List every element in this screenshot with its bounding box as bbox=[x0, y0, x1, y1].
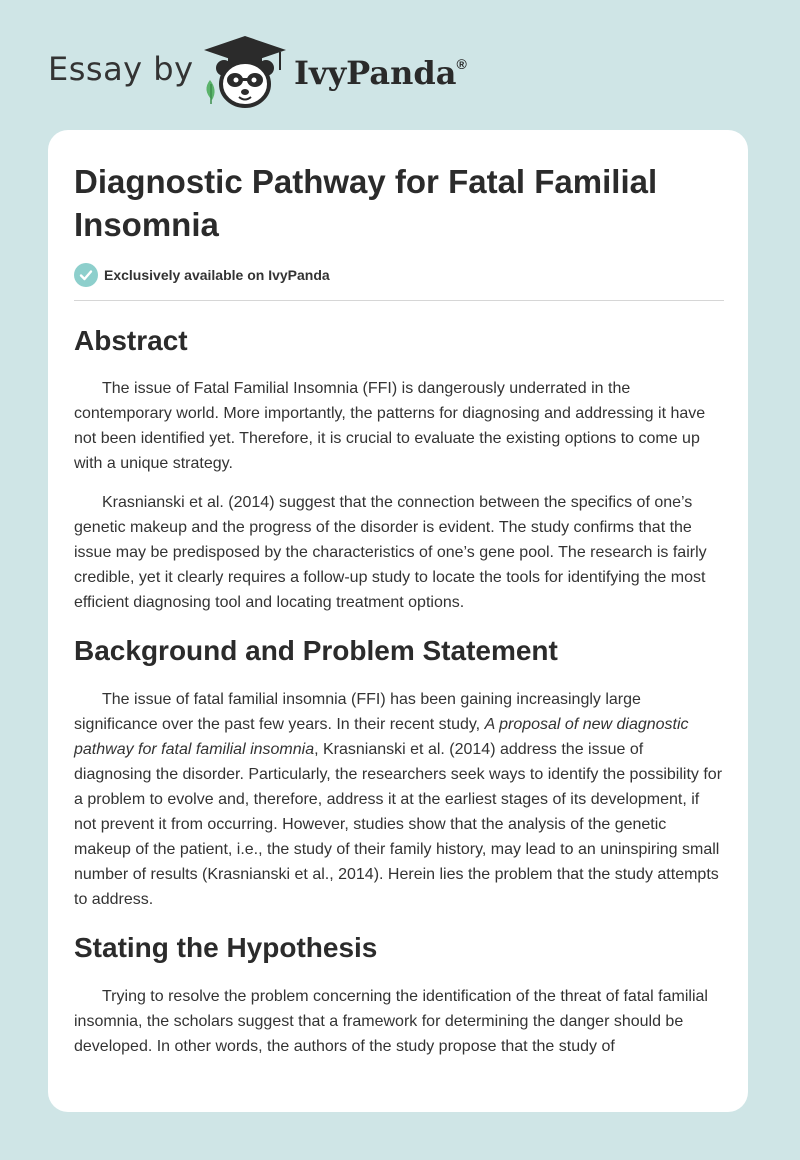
paragraph: The issue of fatal familial insomnia (FFI) has been gaining increasingly large significance over the past few years. In their recent study, A proposal of new diagnostic pathway for fatal familial insomnia, Krasnianski et al. (2014) address the issue of diagnosing the disorder. Particularly, the researchers seek ways to identify the possibility for a problem to evolve and, therefore, address it at the earliest stages of its development, if not prevent it from occurring. However, studies show that the analysis of the genetic makeup of the patient, i.e., the study of their family history, may lead to an uninspiring small number of results (Krasnianski et al., 2014). Herein lies the problem that the study attempts to address. bbox=[74, 691, 723, 908]
paragraph: The issue of Fatal Familial Insomnia (FFI) is dangerously underrated in the contemporary world. More importantly, the patterns for diagnosing and addressing it have not been identified yet. Therefore, it is crucial to evaluate the existing options to come up with a unique strategy. bbox=[74, 380, 706, 472]
checkmark-icon bbox=[74, 263, 98, 287]
section-background bbox=[74, 633, 724, 912]
page-title: Diagnostic Pathway for Fatal Familial Insomnia bbox=[74, 163, 658, 243]
section-abstract bbox=[74, 323, 724, 615]
section-hypothesis bbox=[74, 930, 724, 1059]
section-heading: Abstract bbox=[74, 325, 188, 356]
section-heading: Stating the Hypothesis bbox=[74, 932, 378, 963]
brand-name[interactable]: IvyPanda® bbox=[294, 54, 467, 92]
section-heading: Background and Problem Statement bbox=[74, 635, 558, 666]
study-title: A proposal of new diagnostic pathway for fatal familial insomnia bbox=[74, 716, 689, 758]
panda-logo-icon[interactable] bbox=[200, 34, 290, 110]
site-header bbox=[0, 0, 800, 130]
paragraph: Krasnianski et al. (2014) suggest that the connection between the specifics of one’s genetic makeup and the progress of the disorder is evident. The study confirms that the issue may be predisposed by the characteristics of one’s gene pool. The research is fairly credible, yet it clearly requires a follow-up study to locate the tools for identifying the most efficient diagnosing tool and locating treatment options. bbox=[74, 494, 707, 611]
essay-card bbox=[48, 130, 748, 1112]
exclusive-badge bbox=[74, 262, 724, 288]
paragraph: Trying to resolve the problem concerning the identification of the threat of fatal familial insomnia, the scholars suggest that a framework for determining the danger should be developed. In other words, the authors of the study propose that the study of bbox=[74, 988, 708, 1055]
exclusive-text: Exclusively available on IvyPanda bbox=[104, 267, 330, 283]
divider bbox=[74, 300, 724, 301]
essay-by-label: Essay by bbox=[48, 50, 194, 88]
